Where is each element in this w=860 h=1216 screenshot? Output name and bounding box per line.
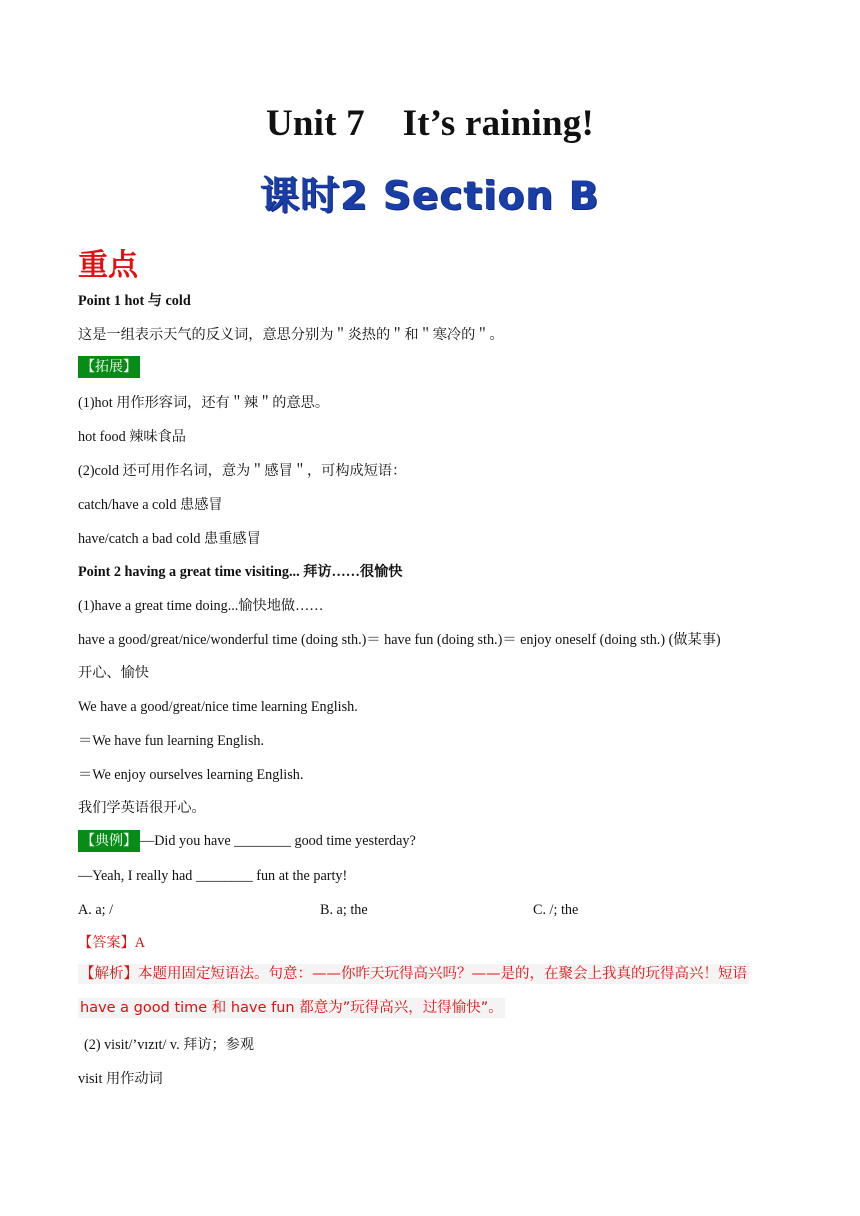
option-a: A. a; / (78, 902, 114, 918)
analysis-line-1: 【解析】本题用固定短语法。句意：——你昨天玩得高兴吗？——是的，在聚会上我真的玩得高兴！短语 (80, 966, 747, 982)
point2-sub2: (2) visit/’vɪzɪt/ v. 拜访；参观 (84, 1037, 255, 1053)
point2-title: Point 2 having a great time visiting... 拜访……很愉快 (78, 564, 403, 580)
point1-item-2: hot food 辣味食品 (78, 429, 186, 445)
section-subtitle: 课时2 Section B (260, 174, 600, 219)
example-tag: 【典例】 (78, 830, 140, 852)
key-points-heading: 重点 (78, 248, 138, 283)
point1-item-1: (1)hot 用作形容词，还有＂辣＂的意思。 (78, 395, 330, 411)
example-sentence-1: We have a good/great/nice time learning English. (78, 699, 358, 715)
point1-description: 这是一组表示天气的反义词，意思分别为＂炎热的＂和＂寒冷的＂。 (78, 327, 504, 343)
point2-equivalence-line1: have a good/great/nice/wonderful time (doing sth.)＝ have fun (doing sth.)＝ enjoy oneself (doing sth.) (做某事) (78, 632, 721, 648)
example-question-row (78, 830, 416, 852)
unit-title: Unit 7 It’s raining! (265, 103, 595, 144)
answer-line: —Yeah, I really had ________ fun at the party! (78, 868, 348, 884)
point1-item-4: catch/have a cold 患感冒 (78, 497, 223, 513)
point1-title: Point 1 hot 与 cold (78, 293, 191, 309)
point2-sub2-note: visit 用作动词 (78, 1071, 163, 1087)
example-sentence-3: ＝We enjoy ourselves learning English. (78, 767, 304, 783)
question-line: —Did you have ________ good time yesterday? (140, 833, 416, 849)
expand-tag: 【拓展】 (78, 356, 140, 378)
option-b: B. a; the (320, 902, 368, 918)
expand-tag-row (78, 356, 140, 378)
point1-item-3: (2)cold 还可用作名词，意为＂感冒＂，可构成短语： (78, 463, 407, 479)
example-translation: 我们学英语很开心。 (78, 800, 206, 816)
example-sentence-2: ＝We have fun learning English. (78, 733, 265, 749)
point2-sub1: (1)have a great time doing...愉快地做…… (78, 598, 324, 614)
answer-key: 【答案】A (78, 935, 145, 951)
option-c: C. /; the (533, 902, 579, 918)
point2-equivalence-line2: 开心、愉快 (78, 665, 149, 681)
analysis-line-2: have a good time 和 have fun 都意为”玩得高兴，过得愉快”。 (80, 1000, 503, 1016)
point1-item-5: have/catch a bad cold 患重感冒 (78, 531, 261, 547)
